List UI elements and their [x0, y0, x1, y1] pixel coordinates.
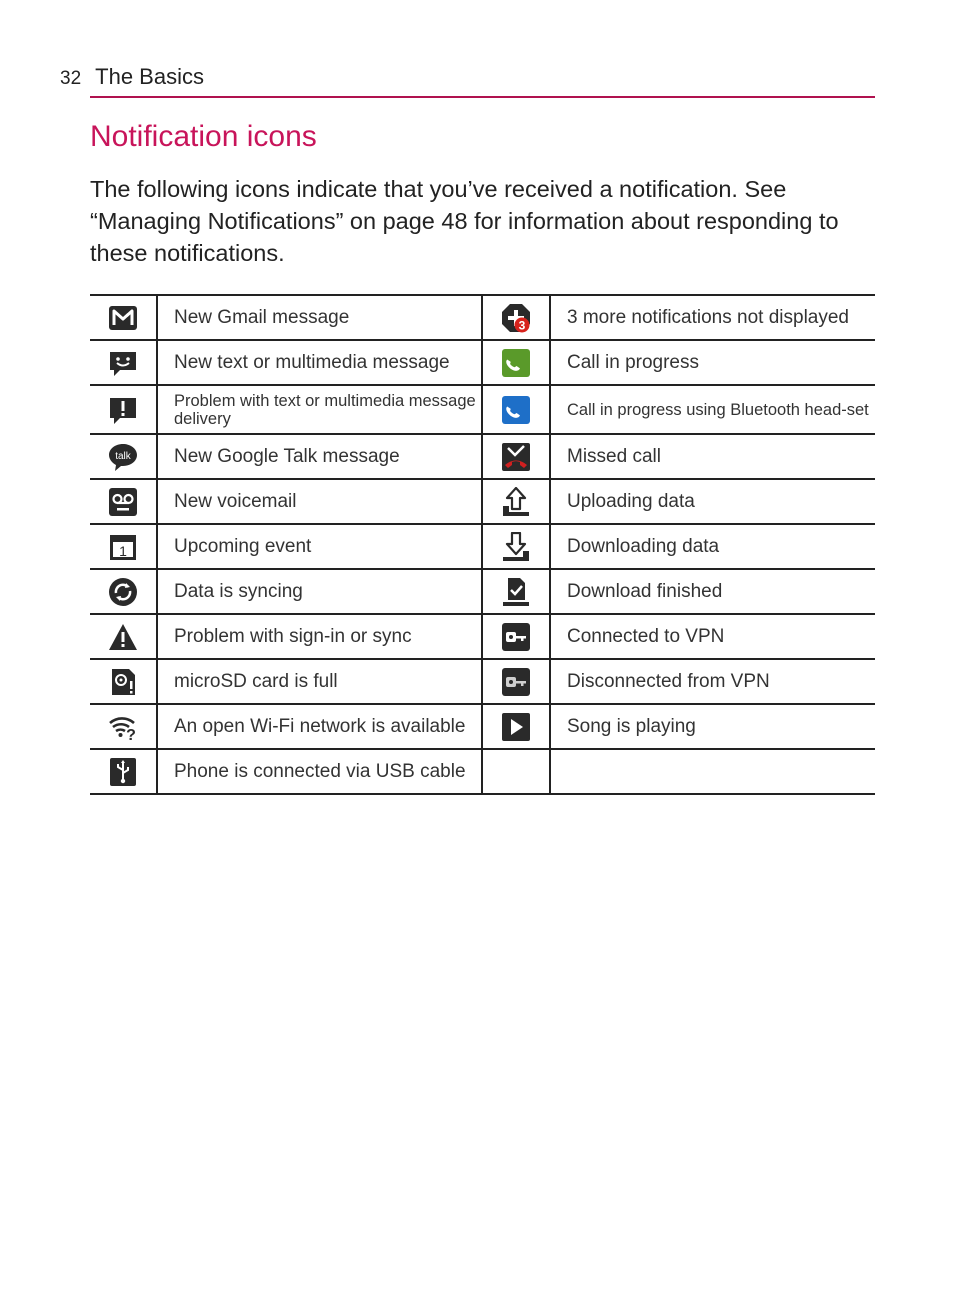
sync-icon — [108, 577, 138, 607]
table-cell: Problem with text or multimedia message delivery — [157, 385, 482, 434]
table-row — [90, 340, 875, 385]
open-wifi-icon — [108, 712, 138, 742]
more-notifications-icon — [501, 303, 531, 333]
message-error-icon — [108, 395, 138, 425]
empty-cell — [550, 749, 875, 794]
upload-icon — [501, 487, 531, 517]
table-cell: Problem with sign-in or sync — [157, 614, 482, 659]
text-message-icon — [108, 348, 138, 378]
call-in-progress-icon — [501, 348, 531, 378]
calendar-icon — [108, 532, 138, 562]
table-cell: Upcoming event — [157, 524, 482, 569]
table-cell: Connected to VPN — [550, 614, 875, 659]
table-cell: Song is playing — [550, 704, 875, 749]
warning-icon — [108, 622, 138, 652]
bluetooth-call-icon — [501, 395, 531, 425]
empty-cell — [482, 749, 550, 794]
voicemail-icon — [108, 487, 138, 517]
song-playing-icon — [501, 712, 531, 742]
page-title: Notification icons — [90, 120, 317, 153]
badge-count: 3 — [518, 318, 526, 332]
table-cell: New Gmail message — [157, 295, 482, 340]
table-row — [90, 704, 875, 749]
vpn-connected-icon — [501, 622, 531, 652]
table-cell: Disconnected from VPN — [550, 659, 875, 704]
usb-icon — [108, 757, 138, 787]
table-cell: Missed call — [550, 434, 875, 479]
table-row — [90, 659, 875, 704]
svg-text:?: ? — [126, 726, 136, 742]
table-cell: New voicemail — [157, 479, 482, 524]
table-cell: Call in progress using Bluetooth head-set — [550, 385, 875, 434]
google-talk-icon — [108, 442, 138, 472]
table-cell: Phone is connected via USB cable — [157, 749, 482, 794]
table-cell: Uploading data — [550, 479, 875, 524]
page-number: 32 — [60, 68, 82, 89]
table-row — [90, 524, 875, 569]
table-cell: New text or multimedia message — [157, 340, 482, 385]
table-cell: New Google Talk message — [157, 434, 482, 479]
table-cell: Downloading data — [550, 524, 875, 569]
table-cell: An open Wi-Fi network is available — [157, 704, 482, 749]
table-cell: Data is syncing — [157, 569, 482, 614]
calendar-icon-text: 1 — [119, 542, 127, 559]
table-row — [90, 479, 875, 524]
section-name: The Basics — [95, 64, 204, 89]
missed-call-icon — [501, 442, 531, 472]
vpn-disconnected-icon — [501, 667, 531, 697]
header-rule — [90, 96, 875, 98]
sd-card-full-icon — [108, 667, 138, 697]
table-cell: Call in progress — [550, 340, 875, 385]
table-row — [90, 295, 875, 340]
gmail-icon — [108, 303, 138, 333]
table-cell: 3 more notifications not displayed — [550, 295, 875, 340]
table-row — [90, 434, 875, 479]
table-row — [90, 614, 875, 659]
notification-icons-table — [90, 294, 875, 795]
table-row — [90, 385, 875, 434]
table-cell: Download finished — [550, 569, 875, 614]
table-cell: microSD card is full — [157, 659, 482, 704]
download-icon — [501, 532, 531, 562]
download-finished-icon — [501, 577, 531, 607]
intro-paragraph: The following icons indicate that you’ve received a notification. See “Managing Notifications” on page 48 for information about responding to these notifications. — [90, 176, 839, 266]
talk-icon-text: talk — [115, 450, 131, 462]
table-row — [90, 749, 875, 794]
page-header — [60, 64, 204, 90]
table-row — [90, 569, 875, 614]
